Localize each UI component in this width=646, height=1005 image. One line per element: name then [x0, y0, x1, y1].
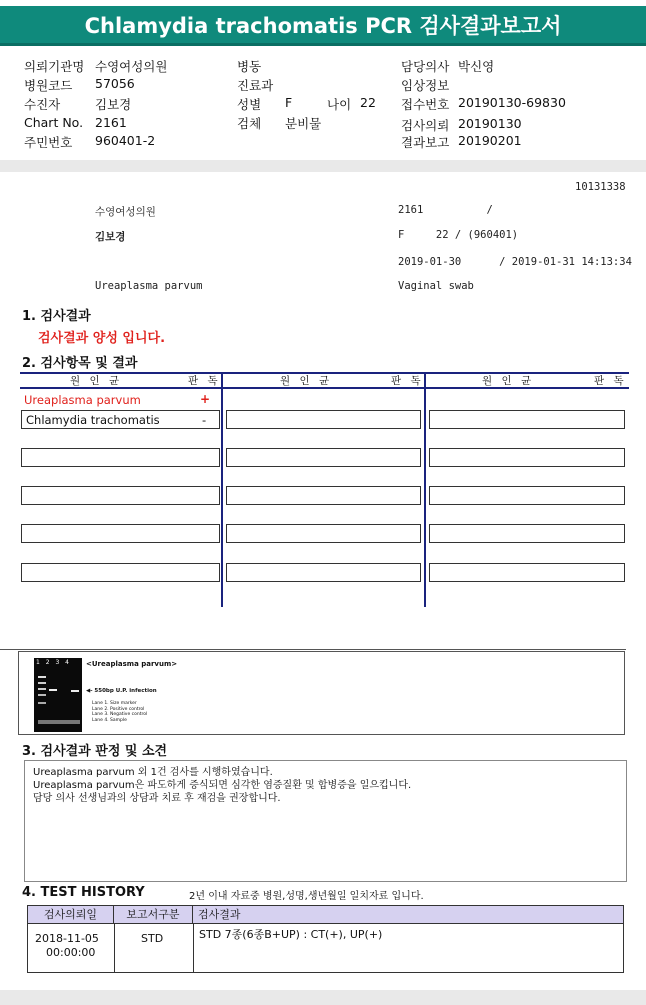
request-label: 검사의뢰: [401, 118, 450, 133]
empty-cell: [429, 563, 625, 582]
empty-cell: [226, 486, 421, 505]
result-row: [21, 410, 220, 429]
section-divider: [0, 160, 646, 172]
section1-title: 1. 검사결과: [22, 309, 91, 324]
summary-organism: Ureaplasma parvum: [95, 280, 203, 292]
gel-legend-item: Lane 1. Size marker: [92, 701, 137, 706]
gel-lane-numbers: 1 2 3 4: [36, 659, 71, 666]
empty-cell: [226, 563, 421, 582]
empty-cell: [21, 563, 220, 582]
gel-legend-item: Lane 4. Sample: [92, 717, 127, 723]
ssn-label: 주민번호: [24, 135, 73, 150]
summary-patient: 김보경: [95, 231, 126, 243]
hospital-value: 수영여성의원: [95, 59, 168, 74]
history-type: STD: [141, 932, 164, 945]
empty-cell: [429, 448, 625, 467]
col-report-type: 보고서구분: [114, 906, 193, 924]
gel-heading: <Ureaplasma parvum>: [86, 660, 178, 668]
patient-label: 수진자: [24, 97, 61, 112]
findings-line: Ureaplasma parvum 외 1건 검사를 시행하였습니다.: [33, 767, 273, 778]
receipt-label: 접수번호: [401, 97, 450, 112]
section4-title: 4. TEST HISTORY: [22, 885, 145, 900]
receipt-value: 20190130-69830: [458, 95, 566, 110]
section2-title: 2. 검사항목 및 결과: [22, 356, 138, 371]
history-time: 00:00:00: [46, 946, 96, 959]
organism-result: -: [202, 413, 207, 427]
report-value: 20190201: [458, 133, 522, 148]
summary-hospital: 수영여성의원: [95, 206, 156, 218]
col-request-date: 검사의뢰일: [28, 906, 114, 924]
summary-specimen: Vaginal swab: [398, 280, 474, 292]
result-table-header: [20, 372, 629, 389]
code-label: 병원코드: [24, 78, 73, 93]
doctor-value: 박신영: [458, 59, 495, 74]
summary-dates: 2019-01-30 / 2019-01-31 14:13:34: [398, 256, 632, 268]
code-value: 57056: [95, 76, 135, 91]
column-divider: [424, 372, 426, 607]
result-table: [20, 372, 629, 607]
col-judge: 판 독: [188, 375, 221, 387]
findings-line: Ureaplasma parvum은 파도하게 증식되면 심각한 염증질환 및 합병증을 일으킵니다.: [33, 780, 412, 791]
column-divider: [221, 372, 223, 607]
col-organism: 원 인 균: [70, 375, 123, 387]
summary-chart: 2161 /: [398, 204, 493, 216]
gel-legend-item: Lane 2. Positive control: [92, 706, 145, 712]
findings-line: 담당 의사 선생님과의 상담과 치료 후 재검을 권장합니다.: [33, 793, 281, 804]
organism-name: Chlamydia trachomatis: [26, 413, 160, 427]
specimen-value: 분비물: [285, 116, 322, 131]
empty-cell: [429, 486, 625, 505]
history-date: 2018-11-05: [35, 932, 99, 945]
gel-arrow-label: ◀- 550bp U.P. infection: [86, 688, 157, 694]
patient-value: 김보경: [95, 97, 132, 112]
empty-cell: [21, 486, 220, 505]
organism-name: Ureaplasma parvum: [24, 393, 141, 407]
col-result: 검사결과: [193, 906, 623, 924]
chart-label: Chart No.: [24, 115, 84, 130]
empty-cell: [21, 448, 220, 467]
column-divider: [114, 924, 115, 972]
empty-cell: [226, 410, 421, 429]
col-judge: 판 독: [391, 375, 424, 387]
col-organism: 원 인 균: [482, 375, 535, 387]
ward-label: 병동: [237, 59, 262, 74]
history-table: [27, 905, 624, 973]
col-organism: 원 인 균: [280, 375, 333, 387]
findings-box: [24, 760, 627, 882]
column-divider: [193, 924, 194, 972]
empty-cell: [429, 524, 625, 543]
divider-line: [0, 649, 626, 650]
page-footer-gap: [0, 990, 646, 1005]
empty-cell: [429, 410, 625, 429]
summary-sex-age: F 22 / (960401): [398, 229, 519, 241]
sex-label: 성별: [237, 97, 262, 112]
chart-value: 2161: [95, 115, 127, 130]
dept-label: 진료과: [237, 78, 274, 93]
report-title: Chlamydia trachomatis PCR 검사결과보고서: [0, 6, 646, 46]
gel-image-panel: [18, 651, 625, 735]
age-label: 나이: [327, 97, 352, 112]
empty-cell: [226, 448, 421, 467]
col-judge: 판 독: [594, 375, 627, 387]
gel-legend-item: Lane 3. Negative control: [92, 712, 148, 717]
empty-cell: [226, 524, 421, 543]
history-result: STD 7종(6종B+UP) : CT(+), UP(+): [199, 928, 383, 941]
doctor-label: 담당의사: [401, 59, 450, 74]
section3-title: 3. 검사결과 판정 및 소견: [22, 744, 168, 759]
clinical-label: 임상정보: [401, 78, 450, 93]
age-value: 22: [360, 95, 376, 110]
request-value: 20190130: [458, 116, 522, 131]
organism-result: +: [200, 392, 211, 406]
specimen-label: 검체: [237, 116, 262, 131]
gel-electrophoresis-image: [34, 658, 82, 732]
report-label: 결과보고: [401, 135, 450, 150]
ssn-value: 960401-2: [95, 133, 156, 148]
report-id: 10131338: [575, 181, 626, 193]
positive-result: 검사결과 양성 입니다.: [38, 331, 166, 346]
hospital-label: 의뢰기관명: [24, 59, 85, 74]
sex-value: F: [285, 95, 293, 110]
result-row: [20, 392, 220, 408]
gel-legend: [92, 701, 147, 723]
history-note: 2년 이내 자료중 병원,성명,생년월일 일치자료 입니다.: [189, 891, 424, 902]
empty-cell: [21, 524, 220, 543]
